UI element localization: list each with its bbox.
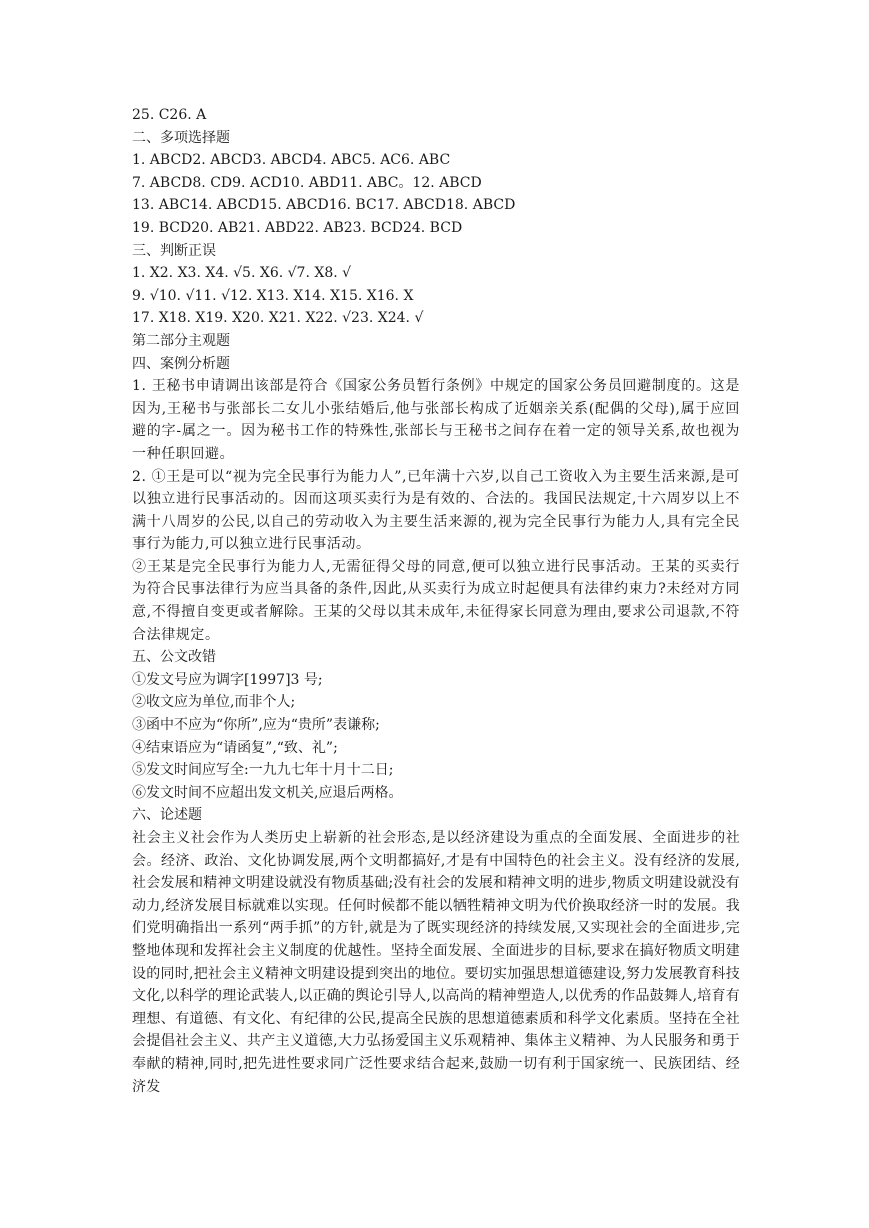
section-title-multiple-choice: 二、多项选择题 bbox=[132, 129, 230, 146]
section-title-document-correction: 五、公文改错 bbox=[132, 649, 216, 666]
part-two-title: 第二部分主观题 bbox=[132, 332, 230, 349]
case-answer-paragraph: 1. 王秘书申请调出该部是符合《国家公务员暂行条例》中规定的国家公务员回避制度的。这是因为,王秘书与张部长二女儿小张结婚后,他与张部长构成了近姻亲关系(配偶的父母),属于应回避的字-属之一。因为秘书工作的特殊性,张部长与王秘书之间存在着一定的领导关系,故也视为一种任职回避。 bbox=[132, 378, 740, 462]
correction-item: ④结束语应为“请函复”,“致、礼”; bbox=[132, 739, 338, 756]
answer-line: 1. ABCD2. ABCD3. ABCD4. ABC5. AC6. ABC bbox=[132, 152, 451, 169]
answer-line-single-choice-end: 25. C26. A bbox=[132, 107, 207, 123]
answer-line: 19. BCD20. AB21. ABD22. AB23. BCD24. BCD bbox=[132, 219, 463, 236]
correction-item: ⑤发文时间应写全:一九九七年十月十二日; bbox=[132, 762, 394, 779]
answer-line: 13. ABC14. ABCD15. ABCD16. BC17. ABCD18. ABCD bbox=[132, 197, 516, 214]
answer-key-content bbox=[132, 104, 740, 1098]
case-answer-paragraph: ②王某是完全民事行为能力人,无需征得父母的同意,便可以独立进行民事活动。王某的买卖行为符合民事法律行为应当具备的条件,因此,从买卖行为成立时起便具有法律约束力?未经对方同意,不得擅自变更或者解除。王某的父母以其未成年,未征得家长同意为理由,要求公司退款,不符合法律规定。 bbox=[132, 558, 740, 643]
answer-line: 17. X18. X19. X20. X21. X22. √23. X24. √ bbox=[132, 310, 424, 327]
essay-paragraph: 社会主义社会作为人类历史上崭新的社会形态,是以经济建设为重点的全面发展、全面进步的社会。经济、政治、文化协调发展,两个文明都搞好,才是有中国特色的社会主义。没有经济的发展,社会发展和精神文明建设就没有物质基础;没有社会的发展和精神文明的进步,物质文明建设就没有动力,经济发展目标就难以实现。任何时候都不能以牺牲精神文明为代价换取经济一时的发展。我们党明确指出一系列“两手抓”的方针,就是为了既实现经济的持续发展,又实现社会的全面进步,完整地体现和发挥社会主义制度的优越性。坚持全面发展、全面进步的目标,要求在搞好物质文明建设的同时,把社会主义精神文明建设提到突出的地位。要切实加强思想道德建设,努力发展教育科技文化,以科学的理论武装人,以正确的舆论引导人,以高尚的精神塑造人,以优秀的作品鼓舞人,培育有理想、有道德、有文化、有纪律的公民,提高全民族的思想道德素质和科学文化素质。坚持在全社会提倡社会主义、共产主义道德,大力弘扬爱国主义乐观精神、集体主义精神、为人民服务和勇于奉献的精神,同时,把先进性要求同广泛性要求结合起来,鼓励一切有利于国家统一、民族团结、经济发 bbox=[132, 830, 740, 1095]
section-title-true-false: 三、判断正误 bbox=[132, 242, 216, 259]
answer-line: 1. X2. X3. X4. √5. X6. √7. X8. √ bbox=[132, 265, 352, 282]
answer-line: 7. ABCD8. CD9. ACD10. ABD11. ABC。12. ABCD bbox=[132, 174, 482, 191]
correction-item: ②收文应为单位,而非个人; bbox=[132, 694, 296, 711]
case-answer-paragraph: 2. ①王是可以“视为完全民事行为能力人”,已年满十六岁,以自己工资收入为主要生活来源,是可以独立进行民事活动的。因而这项买卖行为是有效的、合法的。我国民法规定,十六周岁以上不满十八周岁的公民,以自己的劳动收入为主要生活来源的,视为完全民事行为能力人,具有完全民事行为能力,可以独立进行民事活动。 bbox=[132, 468, 740, 553]
answer-line: 9. √10. √11. √12. X13. X14. X15. X16. X bbox=[132, 287, 414, 304]
section-title-case-analysis: 四、案例分析题 bbox=[132, 355, 230, 372]
correction-item: ⑥发文时间不应超出发文机关,应退后两格。 bbox=[132, 784, 403, 801]
section-title-essay: 六、论述题 bbox=[132, 807, 202, 824]
correction-item: ③函中不应为“你所”,应为“贵所”表谦称; bbox=[132, 717, 380, 734]
correction-item: ①发文号应为调字[1997]3 号; bbox=[132, 671, 323, 688]
